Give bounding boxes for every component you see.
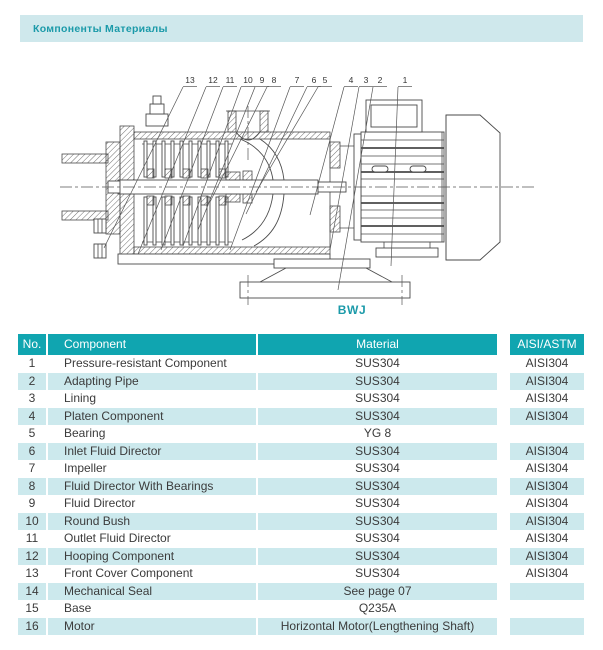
cell-aisi: AISI304 xyxy=(525,566,569,580)
cell-material: SUS304 xyxy=(355,356,400,370)
callout-number: 1 xyxy=(402,75,408,85)
cell-material: Q235A xyxy=(358,601,397,615)
table-row xyxy=(18,600,584,618)
cell-component: Lining xyxy=(64,391,97,405)
cell-no: 13 xyxy=(25,566,39,580)
cell-component: Impeller xyxy=(64,461,107,475)
cell-material: SUS304 xyxy=(258,443,497,461)
cell-no: 1 xyxy=(28,356,36,370)
callout-number: 6 xyxy=(311,75,317,85)
cell-component: Adapting Pipe xyxy=(48,373,256,391)
callout-number: 5 xyxy=(322,75,328,85)
table-row xyxy=(18,460,584,478)
materials-table-body xyxy=(18,355,584,635)
table-row xyxy=(18,513,584,531)
cell-component: Fluid Director With Bearings xyxy=(48,478,256,496)
cell-material: SUS304 xyxy=(355,496,400,510)
cell-aisi: AISI304 xyxy=(525,356,569,370)
cell-aisi: AISI304 xyxy=(510,408,584,426)
callout-leader-line xyxy=(256,87,318,192)
cell-component: Base xyxy=(64,601,92,615)
cell-component: Mechanical Seal xyxy=(48,583,256,601)
cell-material: SUS304 xyxy=(258,478,497,496)
cell-no: 15 xyxy=(25,601,39,615)
cell-material: SUS304 xyxy=(355,566,400,580)
cell-component: Front Cover Component xyxy=(64,566,193,580)
cell-no: 10 xyxy=(18,513,46,531)
cell-material: SUS304 xyxy=(355,391,400,405)
table-header-row xyxy=(18,334,584,355)
table-row xyxy=(18,443,584,461)
cell-no: 5 xyxy=(28,426,36,440)
cell-material: SUS304 xyxy=(355,461,400,475)
tie-bolt-nut xyxy=(146,96,168,126)
cell-material: SUS304 xyxy=(258,548,497,566)
diagram-caption: BWJ xyxy=(337,303,367,317)
cell-aisi xyxy=(510,425,584,443)
cell-material: See page 07 xyxy=(258,583,497,601)
cell-no: 14 xyxy=(18,583,46,601)
column-header-no: No. xyxy=(18,334,46,355)
table-row xyxy=(18,425,584,443)
column-header-aisi-astm: AISI/ASTM xyxy=(510,334,584,355)
cell-no: 6 xyxy=(18,443,46,461)
cell-aisi: AISI304 xyxy=(525,496,569,510)
cell-material: Horizontal Motor(Lengthening Shaft) xyxy=(258,618,497,636)
table-row xyxy=(18,583,584,601)
cell-material: SUS304 xyxy=(258,513,497,531)
cell-material: SUS304 xyxy=(258,373,497,391)
callout-number: 10 xyxy=(243,75,253,85)
cell-material: SUS304 xyxy=(355,531,400,545)
cell-component: Outlet Fluid Director xyxy=(64,531,171,545)
table-row xyxy=(18,548,584,566)
table-row xyxy=(18,618,584,636)
cell-component: Platen Component xyxy=(48,408,256,426)
cell-aisi: AISI304 xyxy=(510,478,584,496)
callout-number: 7 xyxy=(294,75,300,85)
table-row xyxy=(18,565,584,583)
flange-bolt xyxy=(94,219,106,233)
cell-no: 11 xyxy=(25,531,39,545)
pump-cross-section-drawing xyxy=(58,62,538,312)
cell-aisi: AISI304 xyxy=(525,531,569,545)
support-rails xyxy=(118,254,370,268)
cell-aisi: AISI304 xyxy=(510,373,584,391)
motor-lug xyxy=(410,166,426,172)
motor-foot xyxy=(376,248,438,257)
cell-no: 3 xyxy=(28,391,36,405)
section-header-banner xyxy=(20,15,583,42)
hooping-shell-top xyxy=(134,132,330,139)
pump-casing xyxy=(62,96,330,260)
table-row xyxy=(18,408,584,426)
callout-number: 13 xyxy=(185,75,195,85)
cell-no: 2 xyxy=(18,373,46,391)
pump-shaft xyxy=(108,180,346,194)
cell-component: Round Bush xyxy=(48,513,256,531)
cell-no: 8 xyxy=(18,478,46,496)
cell-material: YG 8 xyxy=(363,426,392,440)
table-row xyxy=(18,495,584,513)
cell-no: 9 xyxy=(28,496,36,510)
cell-no: 7 xyxy=(28,461,36,475)
cell-component: Motor xyxy=(48,618,256,636)
cell-aisi: AISI304 xyxy=(525,461,569,475)
suction-pipe-wall xyxy=(62,154,108,163)
column-header-material: Material xyxy=(258,334,497,355)
fan-cover xyxy=(446,115,500,260)
cell-component: Inlet Fluid Director xyxy=(48,443,256,461)
table-row xyxy=(18,373,584,391)
cell-aisi: AISI304 xyxy=(525,391,569,405)
column-header-component: Component xyxy=(48,334,256,355)
callout-number: 8 xyxy=(271,75,277,85)
cell-aisi xyxy=(510,600,584,618)
hooping-shell-bottom xyxy=(134,247,330,254)
table-row xyxy=(18,355,584,373)
cell-material: SUS304 xyxy=(258,408,497,426)
callout-number: 9 xyxy=(259,75,265,85)
table-row xyxy=(18,478,584,496)
cell-no: 12 xyxy=(18,548,46,566)
table-row xyxy=(18,390,584,408)
section-title: Компоненты Материалы xyxy=(33,22,168,35)
flange-bolt xyxy=(94,244,106,258)
cell-aisi: AISI304 xyxy=(510,548,584,566)
callout-number: 11 xyxy=(225,75,235,85)
table-row xyxy=(18,530,584,548)
callout-leader-line xyxy=(246,87,307,214)
cell-aisi xyxy=(510,583,584,601)
cell-component: Hooping Component xyxy=(48,548,256,566)
cell-no: 4 xyxy=(18,408,46,426)
callout-number: 2 xyxy=(377,75,383,85)
materials-table xyxy=(18,334,584,635)
pump-diagram xyxy=(58,62,538,312)
cell-component: Pressure-resistant Component xyxy=(64,356,227,370)
callout-number: 4 xyxy=(348,75,354,85)
cell-aisi: AISI304 xyxy=(510,443,584,461)
motor-body xyxy=(361,100,444,257)
cell-aisi xyxy=(510,618,584,636)
base-plate xyxy=(240,268,410,305)
callout-number: 12 xyxy=(208,75,218,85)
motor-lug xyxy=(372,166,388,172)
callout-number: 3 xyxy=(363,75,369,85)
cell-no: 16 xyxy=(18,618,46,636)
cell-aisi: AISI304 xyxy=(510,513,584,531)
cell-component: Bearing xyxy=(64,426,106,440)
cell-component: Fluid Director xyxy=(64,496,136,510)
